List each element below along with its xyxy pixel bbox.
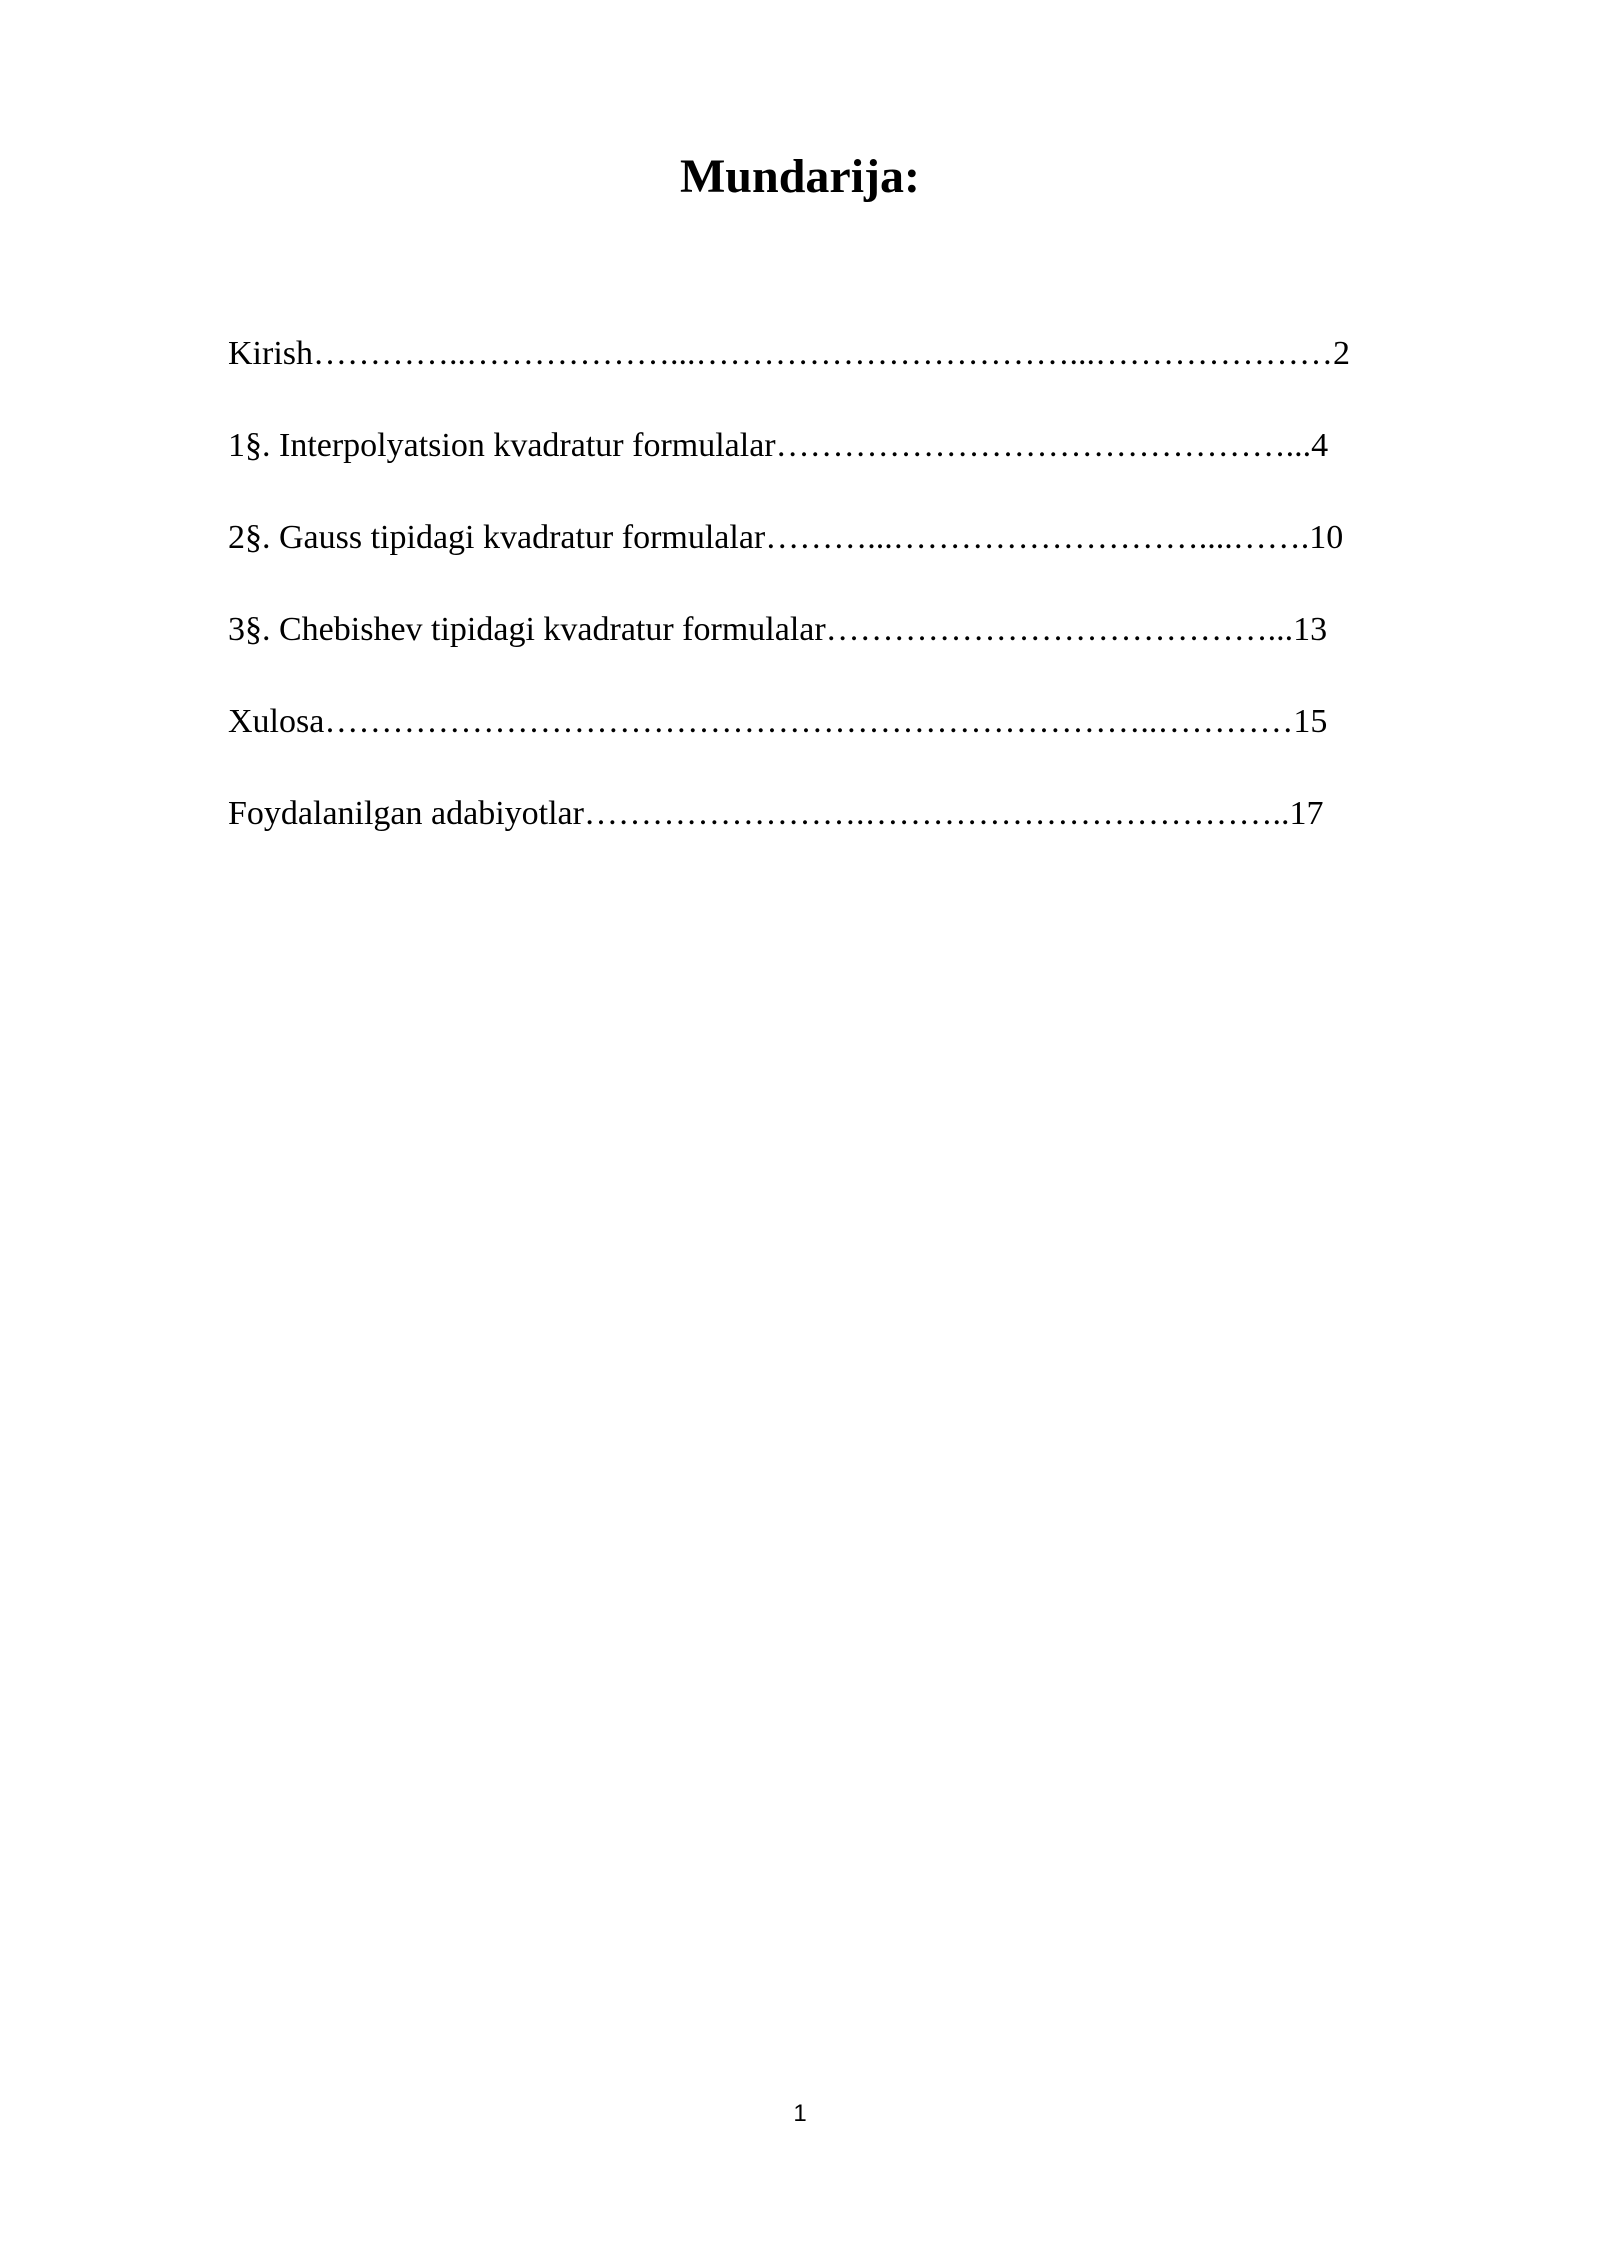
toc-entry-adabiyotlar: Foydalanilgan adabiyotlar…………………….………………………………..17 <box>228 795 1324 832</box>
toc-entry-interpolyatsion: 1§. Interpolyatsion kvadratur formulalar………………………………………...4 <box>228 427 1329 464</box>
toc-title: Mundarija: <box>680 150 920 203</box>
toc-entry-gauss: 2§. Gauss tipidagi kvadratur formulalar………...………………………....…….10 <box>228 519 1344 556</box>
toc-entry-chebishev: 3§. Chebishev tipidagi kvadratur formulalar…………………………………...13 <box>228 611 1328 648</box>
toc-entry-kirish: Kirish…………..………………...……………………………...…………………2 <box>228 335 1350 372</box>
page-number: 1 <box>793 2100 807 2127</box>
toc-entry-xulosa: Xulosa………………………………………………………………..…………15 <box>228 703 1328 740</box>
